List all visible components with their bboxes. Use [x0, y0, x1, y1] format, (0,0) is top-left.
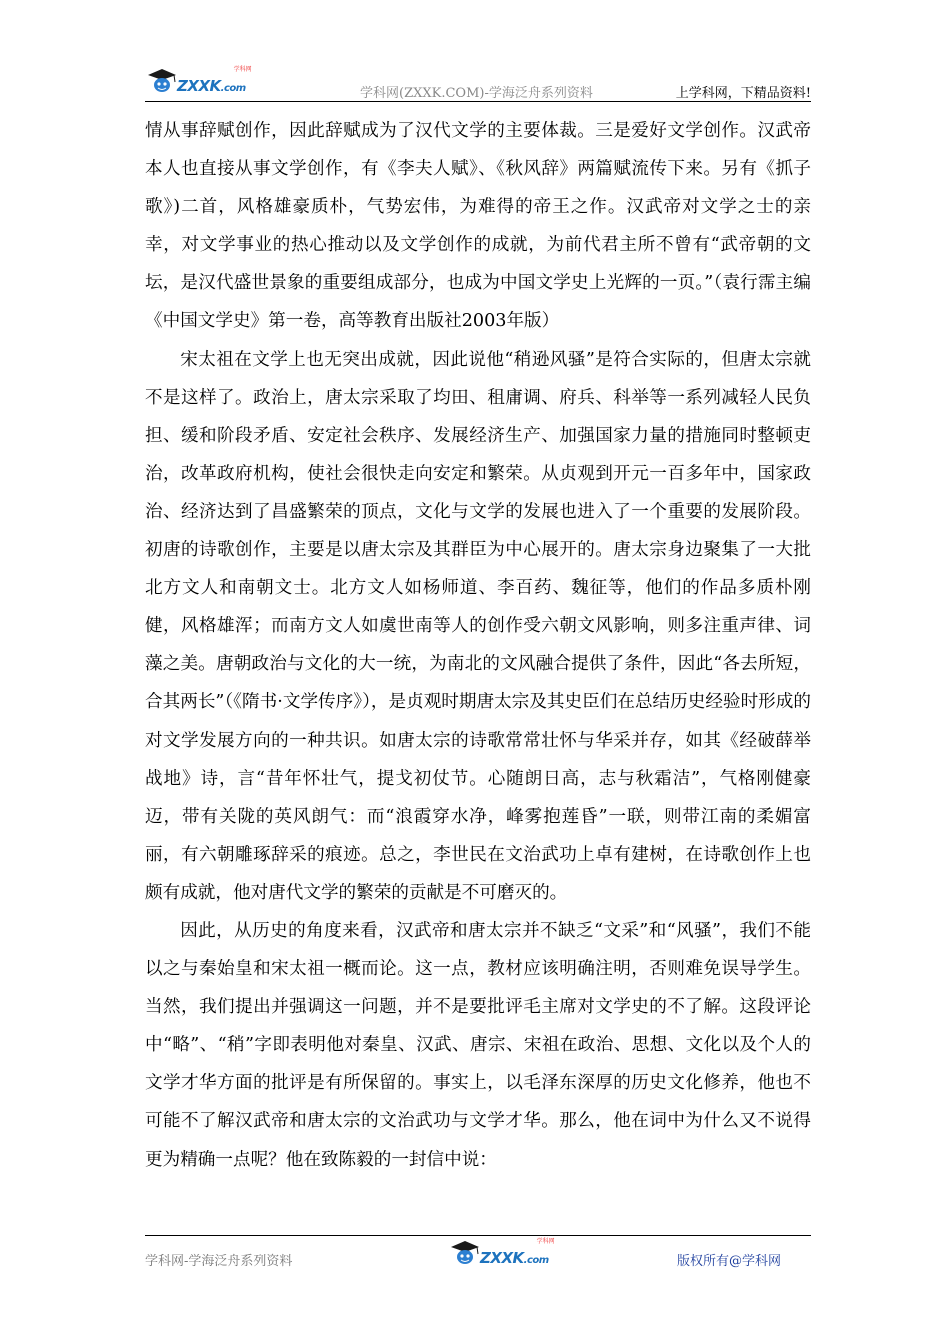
footer-copyright-link[interactable]: 版权所有@学科网	[676, 1254, 781, 1269]
graduate-mascot-icon	[145, 68, 179, 94]
footer-series-text: 学科网-学海泛舟系列资料	[145, 1254, 293, 1269]
header-slogan: 上学科网，下精品资料!	[675, 86, 811, 101]
footer-logo-tag: 学科网	[536, 1238, 555, 1245]
page-header	[145, 62, 811, 102]
header-site-title: 学科网(ZXXK.COM)-学海泛舟系列资料	[360, 86, 593, 101]
paragraph-3: 因此，从历史的角度来看，汉武帝和唐太宗并不缺乏“文采”和“风骚”，我们不能以之与秦始皇和宋太祖一概而论。这一点，教材应该明确注明，否则难免误导学生。当然，我们提出并强调这一问题，并不是要批评毛主席对文学史的不了解。这段评论中“略”、“稍”字即表明他对秦皇、汉武、唐宗、宋祖在政治、思想、文化以及个人的文学才华方面的批评是有所保留的。事实上，以毛泽东深厚的历史文化修养，他也不可能不了解汉武帝和唐太宗的文治武功与文学才华。那么，他在词中为什么又不说得更为精确一点呢？他在致陈毅的一封信中说：	[145, 920, 811, 1170]
paragraph-1: 情从事辞赋创作，因此辞赋成为了汉代文学的主要体裁。三是爱好文学创作。汉武帝本人也直接从事文学创作，有《李夫人赋》、《秋风辞》两篇赋流传下来。另有《抓子歌》)二首，风格雄豪质朴，气势宏伟，为难得的帝王之作。汉武帝对文学之士的亲幸，对文学事业的热心推动以及文学创作的成就，为前代君主所不曾有“武帝朝的文坛，是汉代盛世景象的重要组成部分，也成为中国文学史上光辉的一页。”（袁行霈主编《中国文学史》第一卷，高等教育出版社2003年版）	[145, 121, 811, 332]
logo-text: ZXXK.com	[177, 77, 246, 95]
footer-logo-text: ZXXK.com	[480, 1249, 549, 1267]
page-footer	[145, 1240, 811, 1270]
article-body	[145, 112, 811, 1179]
header-divider	[145, 101, 811, 102]
paragraph-2: 宋太祖在文学上也无突出成就，因此说他“稍逊风骚”是符合实际的，但唐太宗就不是这样了。政治上，唐太宗采取了均田、租庸调、府兵、科举等一系列减轻人民负担、缓和阶段矛盾、安定社会秩序、发展经济生产、加强国家力量的措施同时整顿吏治，改革政府机构，使社会很快走向安定和繁荣。从贞观到开元一百多年中，国家政治、经济达到了昌盛繁荣的顶点，文化与文学的发展也进入了一个重要的发展阶段。初唐的诗歌创作，主要是以唐太宗及其群臣为中心展开的。唐太宗身边聚集了一大批北方文人和南朝文士。北方文人如杨师道、李百药、魏征等，他们的作品多质朴刚健，风格雄浑；而南方文人如虞世南等人的创作受六朝文风影响，则多注重声律、词藻之美。唐朝政治与文化的大一统，为南北的文风融合提供了条件，因此“各去所短，合其两长”（《隋书·文学传序》），是贞观时期唐太宗及其史臣们在总结历史经验时形成的对文学发展方向的一种共识。如唐太宗的诗歌常常壮怀与华采并存，如其《经破薛举战地》诗，言“昔年怀壮气，提戈初仗节。心随朗日高，志与秋霜洁”，气格刚健豪迈，带有关陇的英风朗气：而“浪霞穿水净，峰雾抱莲昏”一联，则带江南的柔媚富丽，有六朝雕琢辞采的痕迹。总之，李世民在文治武功上卓有建树，在诗歌创作上也颇有成就，他对唐代文学的繁荣的贡献是不可磨灭的。	[145, 349, 811, 903]
footer-divider	[145, 1235, 811, 1236]
zxxk-logo[interactable]	[145, 66, 252, 95]
logo-tag: 学科网	[233, 66, 252, 73]
footer-zxxk-logo[interactable]	[448, 1238, 555, 1267]
graduate-mascot-icon	[448, 1240, 482, 1266]
